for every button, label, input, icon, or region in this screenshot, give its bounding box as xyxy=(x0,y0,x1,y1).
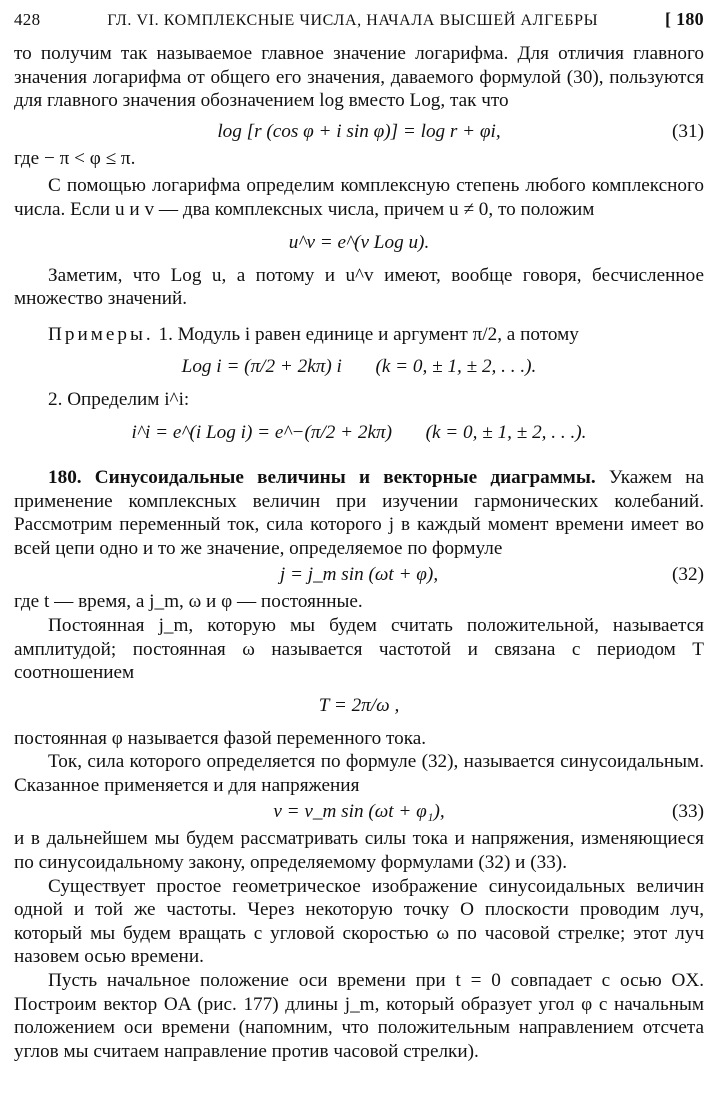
equation-example-1-body: Log i = (π/2 + 2kπ) i xyxy=(181,356,342,378)
page-number: 428 xyxy=(14,10,41,29)
paragraph-geometric-image: Существует простое геометрическое изображение синусоидальных величин одной и той же частоты. Через некоторую точку O плоскости проводим луч, который мы будем вращать с угловой скоростью ω по часовой стрелке; этот луч назовем осью времени. xyxy=(14,875,704,968)
running-header xyxy=(14,8,704,42)
example-1-text: 1. Модуль i равен единице и аргумент π/2, а потому xyxy=(158,323,579,345)
equation-33-body: v = v_m sin (ωt + φ₁), xyxy=(273,801,445,823)
equation-33 xyxy=(14,797,704,827)
equation-32-body: j = j_m sin (ωt + φ), xyxy=(279,564,439,586)
equation-complex-power xyxy=(14,222,704,264)
book-page xyxy=(14,8,704,1063)
equation-31-number: (31) xyxy=(672,120,704,142)
equation-31 xyxy=(14,117,704,147)
equation-example-1 xyxy=(14,346,704,388)
section-180-text: Укажем на применение комплексных величин при изучении гармонических колебаний. Рассмотрим переменный ток, сила которого j в каждый момент времени имеет во всей цепи одно и то же значение, определяемое по формуле xyxy=(14,466,704,559)
paragraph-phi-range: где − π < φ ≤ π. xyxy=(14,147,136,169)
equation-32 xyxy=(14,560,704,590)
equation-31-body: log [r (cos φ + i sin φ)] = log r + φi, xyxy=(217,120,501,142)
paragraph-sinusoidal: Ток, сила которого определяется по формуле (32), называется синусоидальным. Сказанное применяется и для напряжения xyxy=(14,751,704,796)
example-2: 2. Определим i^i: xyxy=(48,389,190,411)
section-180-title: 180. Синусоидальные величины и векторные диаграммы. xyxy=(48,466,596,488)
paragraph-complex-power: С помощью логарифма определим комплексную степень любого комплексного числа. Если u и v — два комплексных числа, причем u ≠ 0, то положим xyxy=(14,175,704,220)
paragraph-phase: постоянная φ называется фазой переменного тока. xyxy=(14,727,427,749)
paragraph-vector-oa: Пусть начальное положение оси времени при t = 0 совпадает с осью OX. Построим вектор OA (рис. 177) длины j_m, который образует угол φ с начальным положением оси времени (напомним, что положительным направлением отсчета углов мы считаем направление против часовой стрелки). xyxy=(14,970,704,1062)
section-marker: [ 180 xyxy=(664,9,704,29)
paragraph-principal-log: то получим так называемое главное значение логарифма. Для отличия главного значения логарифма от общего его значения, даваемого формулой (30), пользуются для главного значения обозначением log вместо Log, так что xyxy=(14,43,704,112)
equation-complex-power-body: u^v = e^(v Log u). xyxy=(288,231,430,253)
equation-example-2-k: (k = 0, ± 1, ± 2, . . .). xyxy=(425,421,587,443)
paragraph-currents-voltages: и в дальнейшем мы будем рассматривать силы тока и напряжения, изменяющиеся по синусоидальному закону, определяемому формулами (32) и (33). xyxy=(14,828,704,874)
equation-period-body: T = 2π/ω , xyxy=(318,694,400,716)
example-1 xyxy=(14,323,704,347)
equation-32-number: (32) xyxy=(672,564,704,586)
running-title: ГЛ. VI. КОМПЛЕКСНЫЕ ЧИСЛА, НАЧАЛА ВЫСШЕЙ АЛГЕБРЫ xyxy=(107,12,599,29)
equation-33-number: (33) xyxy=(672,801,704,823)
equation-example-1-k: (k = 0, ± 1, ± 2, . . .). xyxy=(375,356,537,378)
paragraph-constants: где t — время, а j_m, ω и φ — постоянные. xyxy=(14,591,363,613)
paragraph-amplitude: Постоянная j_m, которую мы будем считать положительной, называется амплитудой; постоянная ω называется частотой и связана с периодом T соотношением xyxy=(14,614,704,684)
examples-label: Примеры. xyxy=(48,323,154,345)
equation-example-2 xyxy=(14,412,704,454)
paragraph-infinite-values: Заметим, что Log u, а потому и u^v имеют, вообще говоря, бесчисленное множество значений. xyxy=(14,264,704,310)
section-180-intro xyxy=(14,466,704,560)
equation-example-2-body: i^i = e^(i Log i) = e^−(π/2 + 2kπ) xyxy=(131,421,393,443)
equation-period xyxy=(14,685,704,727)
